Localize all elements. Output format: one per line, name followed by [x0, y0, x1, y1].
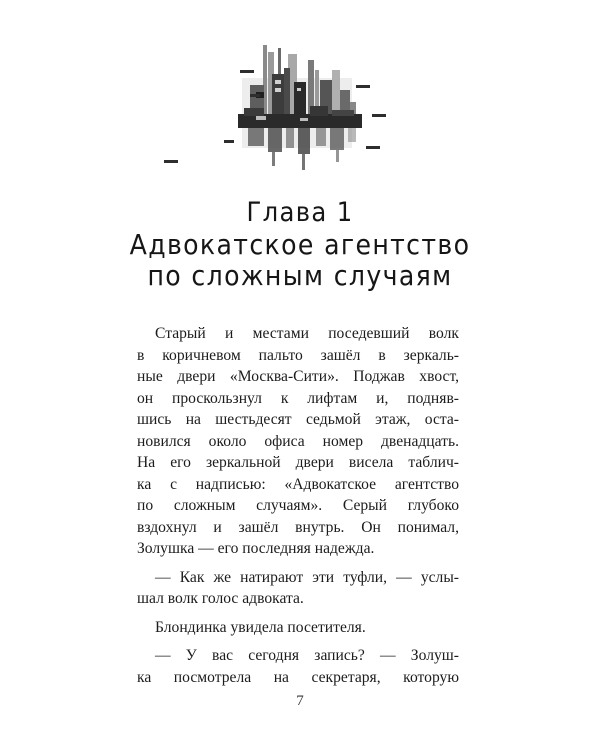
paragraph [137, 323, 459, 560]
page-number: 7 [296, 693, 304, 709]
paragraph [137, 645, 459, 688]
text-line: — Как же натирают эти туфли, — услы- [155, 568, 459, 586]
text-line: шись на шестьдесят седьмой этаж, оста- [137, 411, 459, 428]
text-line: Старый и местами поседевший волк [155, 325, 459, 342]
paragraph [137, 617, 459, 639]
chapter-number: Глава 1 [246, 197, 354, 228]
text-line: в коричневом пальто зашёл в зеркаль- [137, 346, 459, 364]
text-line: На его зеркальной двери висела таблич- [137, 454, 459, 471]
text-line: Блондинка увидела посетителя. [155, 618, 366, 636]
text-line: по сложным случаям». Серый глубоко [137, 497, 459, 514]
text-line: вздохнул и зашёл внутрь. Он понимал, [137, 518, 459, 536]
text-line: ные двери «Москва-Сити». Поджав хвост, [137, 368, 459, 385]
text-line: Золушка — его последняя надежда. [137, 540, 375, 557]
chapter-title-line-2: по сложным случаям [147, 259, 453, 292]
text-line: новился около офиса номер двенадцать. [137, 432, 459, 450]
text-line: ка с надписью: «Адвокатское агентство [137, 475, 459, 493]
paragraph [137, 567, 459, 610]
text-line: ка посмотрела на секретаря, которую [137, 668, 459, 686]
city-skyline-icon [160, 30, 400, 180]
chapter-title-line-1: Адвокатское агентство [129, 228, 471, 261]
chapter-body-text [137, 323, 459, 688]
text-line: — У вас сегодня запись? — Золуш- [155, 647, 459, 664]
text-line: он проскользнул к лифтам и, подняв- [137, 389, 459, 407]
text-line: шал волк голос адвоката. [137, 590, 304, 607]
